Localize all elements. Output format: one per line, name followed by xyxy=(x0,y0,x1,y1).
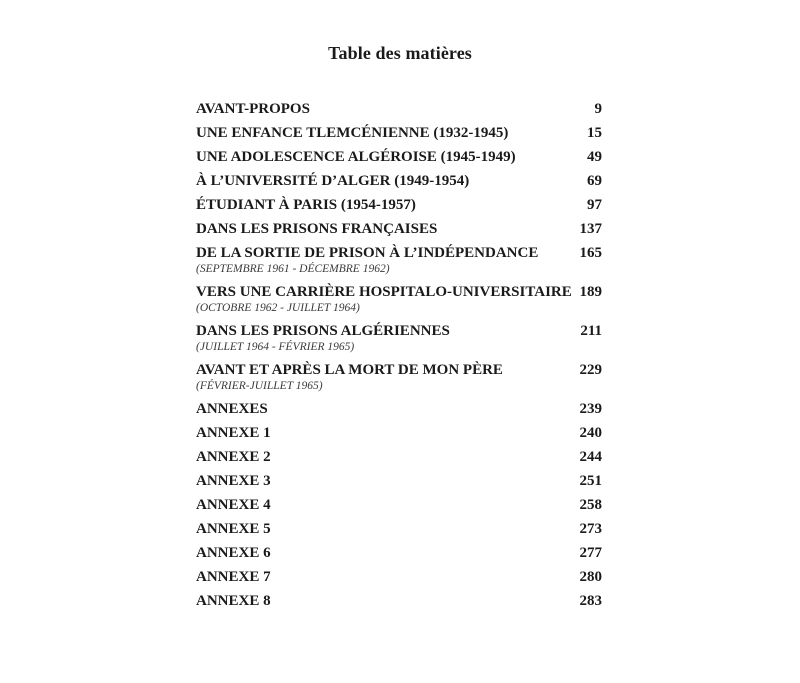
toc-entry-date-range: (SEPTEMBRE 1961 - DÉCEMBRE 1962) xyxy=(196,263,390,275)
toc-entry-row xyxy=(196,193,602,217)
toc-entry xyxy=(196,169,602,193)
toc-entry xyxy=(196,421,602,445)
toc-entry-page-number: 9 xyxy=(594,101,602,117)
toc-entry xyxy=(196,517,602,541)
toc-entry-page-number: 49 xyxy=(587,149,602,165)
toc-entry xyxy=(196,358,602,397)
toc-entry-page-number: 97 xyxy=(587,197,602,213)
toc-entry-page-number: 69 xyxy=(587,173,602,189)
toc-entry xyxy=(196,319,602,358)
toc-entry-label: ANNEXE 2 xyxy=(196,449,271,465)
toc-entry-row xyxy=(196,469,602,493)
toc-entry-label: ANNEXE 4 xyxy=(196,497,271,513)
toc-entry-row xyxy=(196,445,602,469)
toc-entry-label: ANNEXE 7 xyxy=(196,569,271,585)
toc-entry xyxy=(196,565,602,589)
toc-entry-label: ANNEXES xyxy=(196,401,268,417)
toc-entry-date-range: (JUILLET 1964 - FÉVRIER 1965) xyxy=(196,341,355,353)
toc-entry-row xyxy=(196,121,602,145)
toc-entry-page-number: 239 xyxy=(579,401,602,417)
toc-entry-row xyxy=(196,217,602,241)
toc-title: Table des matières xyxy=(328,43,472,63)
toc-entry-row xyxy=(196,397,602,421)
toc-entry xyxy=(196,241,602,280)
toc-entry-label: UNE ENFANCE TLEMCÉNIENNE (1932-1945) xyxy=(196,125,509,141)
toc-entry-label: À L’UNIVERSITÉ D’ALGER (1949-1954) xyxy=(196,173,470,189)
toc-entry-label: ANNEXE 5 xyxy=(196,521,271,537)
toc-entry xyxy=(196,280,602,319)
toc-entry-page-number: 280 xyxy=(579,569,602,585)
toc-entry xyxy=(196,121,602,145)
toc-entry-label: ANNEXE 3 xyxy=(196,473,271,489)
toc-entry-row xyxy=(196,493,602,517)
toc-entry-page-number: 165 xyxy=(579,245,602,261)
toc-entry-label: AVANT ET APRÈS LA MORT DE MON PÈRE xyxy=(196,362,503,378)
toc-entry-page-number: 137 xyxy=(579,221,602,237)
toc-entry-label: DANS LES PRISONS ALGÉRIENNES xyxy=(196,323,450,339)
toc-entry xyxy=(196,445,602,469)
toc-entry-label: DE LA SORTIE DE PRISON À L’INDÉPENDANCE xyxy=(196,245,539,261)
toc-entry-row xyxy=(196,145,602,169)
toc-entry-row xyxy=(196,421,602,445)
toc-entry xyxy=(196,493,602,517)
toc-entry-row xyxy=(196,517,602,541)
toc-entry-page-number: 283 xyxy=(579,593,602,609)
toc-entry-label: AVANT-PROPOS xyxy=(196,101,310,117)
toc-entry-page-number: 244 xyxy=(579,449,602,465)
toc-entry-page-number: 251 xyxy=(579,473,602,489)
toc-entry-row xyxy=(196,565,602,589)
toc-entry-row xyxy=(196,541,602,565)
toc-entry-row xyxy=(196,589,602,613)
toc-list xyxy=(196,97,602,613)
toc-entry xyxy=(196,97,602,121)
toc-entry-label: UNE ADOLESCENCE ALGÉROISE (1945-1949) xyxy=(196,149,516,165)
toc-entry-page-number: 273 xyxy=(579,521,602,537)
toc-entry-date-range: (FÉVRIER-JUILLET 1965) xyxy=(196,380,323,392)
toc-entry-label: ÉTUDIANT À PARIS (1954-1957) xyxy=(196,197,416,213)
toc-entry-row xyxy=(196,169,602,193)
toc-entry-label: ANNEXE 1 xyxy=(196,425,271,441)
toc-entry-label: ANNEXE 8 xyxy=(196,593,271,609)
toc-entry-date-range: (OCTOBRE 1962 - JUILLET 1964) xyxy=(196,302,360,314)
toc-entry xyxy=(196,217,602,241)
toc-entry-page-number: 189 xyxy=(579,284,602,300)
toc-entry-page-number: 277 xyxy=(579,545,602,561)
toc-entry-page-number: 15 xyxy=(587,125,602,141)
toc-entry-label: ANNEXE 6 xyxy=(196,545,271,561)
toc-entry xyxy=(196,193,602,217)
toc-entry xyxy=(196,541,602,565)
toc-entry xyxy=(196,589,602,613)
toc-entry-page-number: 229 xyxy=(579,362,602,378)
toc-entry-page-number: 240 xyxy=(579,425,602,441)
toc-entry xyxy=(196,469,602,493)
toc-entry xyxy=(196,397,602,421)
toc-entry xyxy=(196,145,602,169)
toc-entry-row xyxy=(196,97,602,121)
toc-entry-page-number: 258 xyxy=(579,497,602,513)
toc-entry-label: DANS LES PRISONS FRANÇAISES xyxy=(196,221,438,237)
toc-entry-page-number: 211 xyxy=(580,323,602,339)
toc-entry-label: VERS UNE CARRIÈRE HOSPITALO-UNIVERSITAIRE xyxy=(196,284,572,300)
